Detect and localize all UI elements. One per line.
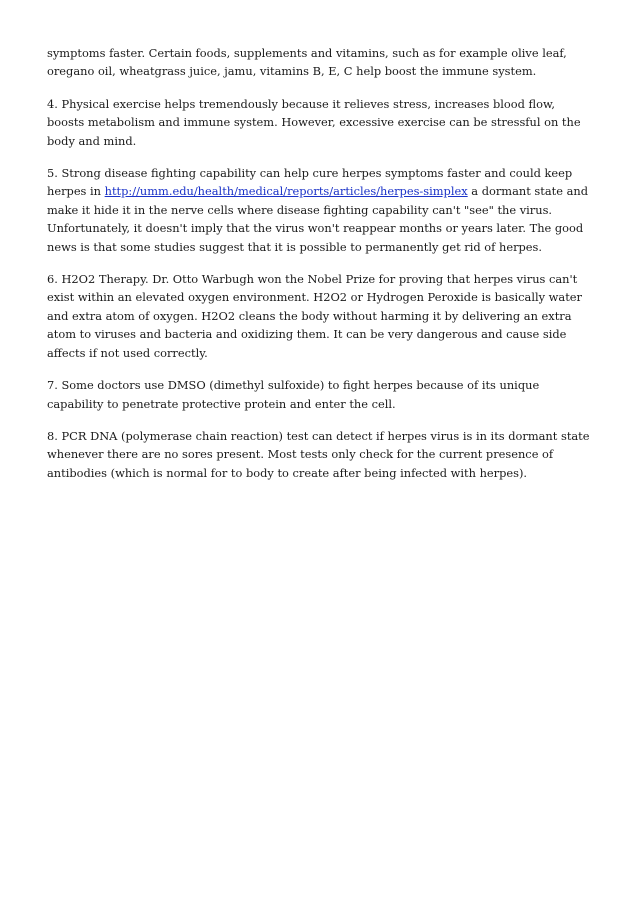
paragraph-text-before-link: 5. Strong disease fighting capability can help cure herpes symptoms faster and could keep herpes in	[47, 166, 573, 199]
paragraph-immune-foods: symptoms faster. Certain foods, supplements and vitamins, such as for example olive leaf, oregano oil, wheatgrass juice, jamu, vitamins B, E, C help boost the immune system.	[47, 46, 567, 79]
paragraph-text-after-link: a dormant state and make it hide it in the nerve cells where disease fighting capability can't "see" the virus. Unfortunately, it doesn't imply that the virus won't reappear months or years later. The good news is that some studies suggest that it is possible to permanently get rid of herpes.	[47, 184, 588, 254]
paragraph-disease-fighting	[47, 164, 595, 256]
paragraph-dmso: 7. Some doctors use DMSO (dimethyl sulfoxide) to fight herpes because of its unique capability to penetrate protective protein and enter the cell.	[47, 378, 540, 411]
umm-herpes-link[interactable]: http://umm.edu/health/medical/reports/articles/herpes-simplex	[104, 184, 468, 199]
paragraph-pcr-dna: 8. PCR DNA (polymerase chain reaction) test can detect if herpes virus is in its dormant state whenever there are no sores present. Most tests only check for the current presence of antibodies (which is normal for to body to create after being infected with herpes).	[47, 428, 590, 480]
document-page	[47, 44, 595, 496]
paragraph-h2o2-therapy: 6. H2O2 Therapy. Dr. Otto Warbugh won the Nobel Prize for proving that herpes virus can't exist within an elevated oxygen environment. H2O2 or Hydrogen Peroxide is basically water and extra atom of oxygen. H2O2 cleans the body without harming it by delivering an extra atom to viruses and bacteria and oxidizing them. It can be very dangerous and cause side affects if not used correctly.	[47, 272, 582, 360]
paragraph-physical-exercise: 4. Physical exercise helps tremendously because it relieves stress, increases blood flow, boosts metabolism and immune system. However, excessive exercise can be stressful on the body and mind.	[47, 96, 581, 148]
